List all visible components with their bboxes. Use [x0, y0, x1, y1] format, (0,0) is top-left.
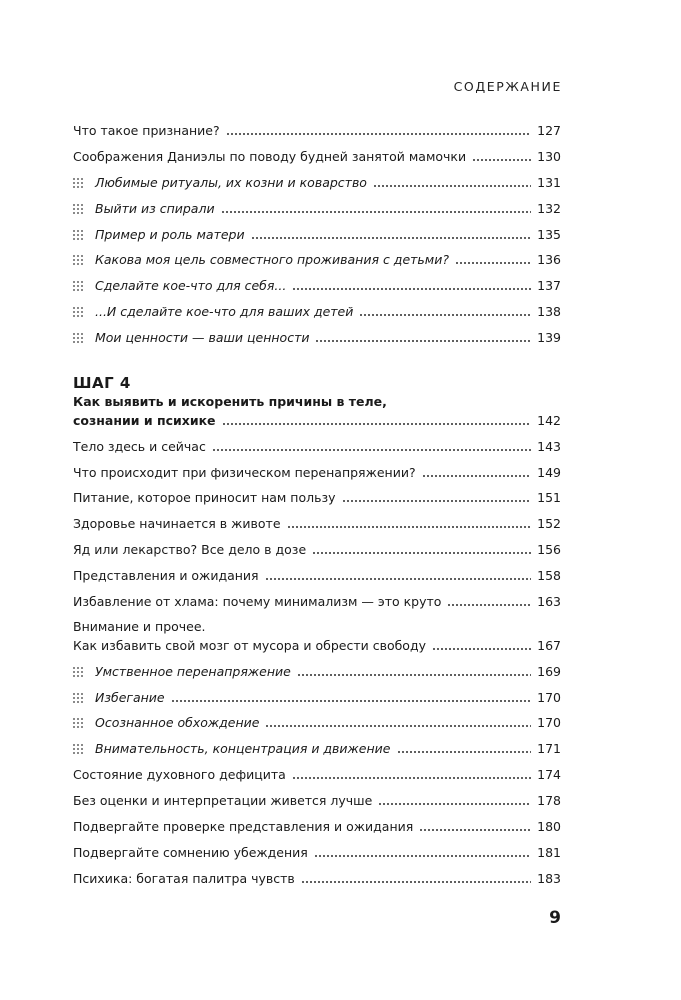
dot-leader [419, 828, 531, 832]
toc-entry-title: Избегание [95, 690, 165, 705]
toc-subentry[interactable] [73, 714, 561, 732]
toc-entry-page: 180 [537, 819, 561, 834]
toc-entry-title: Состояние духовного дефицита [73, 767, 286, 782]
toc-entry-page: 139 [537, 330, 561, 345]
toc-entry-page: 170 [537, 690, 561, 705]
dot-grid-icon [73, 204, 83, 214]
dot-leader [301, 880, 531, 884]
toc-entry-page: 174 [537, 767, 561, 782]
dot-leader [447, 603, 531, 607]
dot-leader [287, 525, 532, 529]
toc-subentry[interactable] [73, 303, 561, 321]
dot-leader [378, 802, 531, 806]
step-label: ШАГ 4 [73, 374, 131, 392]
toc-entry-page: 132 [537, 201, 561, 216]
toc-entry-page: 136 [537, 252, 561, 267]
dot-leader [472, 158, 531, 162]
toc-entry-page: 130 [537, 149, 561, 164]
dot-grid-icon [73, 307, 83, 317]
toc-entry-page: 151 [537, 490, 561, 505]
dot-leader [342, 499, 532, 503]
dot-leader [222, 422, 532, 426]
toc-entry[interactable] [73, 844, 561, 862]
toc-entry-page: 171 [537, 741, 561, 756]
dot-leader [315, 339, 531, 343]
toc-entry[interactable] [73, 489, 561, 507]
toc-entry[interactable] [73, 766, 561, 784]
toc-entry-title: Выйти из спирали [95, 201, 215, 216]
toc-subentry[interactable] [73, 740, 561, 758]
toc-entry-title: Какова моя цель совместного проживания с детьми? [95, 252, 449, 267]
toc-entry-title: Здоровье начинается в животе [73, 516, 281, 531]
dot-grid-icon [73, 178, 83, 188]
toc-subentry[interactable] [73, 226, 561, 244]
toc-entry-title: Избавление от хлама: почему минимализм — это круто [73, 594, 442, 609]
toc-entry[interactable] [73, 438, 561, 456]
toc-entry-title: Соображения Даниэлы по поводу будней занятой мамочки [73, 149, 467, 164]
toc-subentry[interactable] [73, 663, 561, 681]
toc-entry-page: 167 [537, 638, 561, 653]
toc-subentry[interactable] [73, 200, 561, 218]
toc-entry-page: 158 [537, 568, 561, 583]
toc-entry-title: Осознанное обхождение [95, 715, 260, 730]
dot-grid-icon [73, 281, 83, 291]
toc-entry-page: 156 [537, 542, 561, 557]
toc-entry-title: Без оценки и интерпретации живется лучше [73, 793, 373, 808]
toc-entry[interactable] [73, 637, 561, 655]
dot-leader [221, 210, 532, 214]
toc-entry-page: 183 [537, 871, 561, 886]
toc-entry-page: 181 [537, 845, 561, 860]
toc-entry-page: 142 [537, 413, 561, 428]
toc-entry-title: Питание, которое приносит нам пользу [73, 490, 336, 505]
toc-subentry[interactable] [73, 251, 561, 269]
dot-grid-icon [73, 255, 83, 265]
toc-entry[interactable] [73, 792, 561, 810]
toc-entry-title: Любимые ритуалы, их козни и коварство [95, 175, 367, 190]
toc-subentry[interactable] [73, 277, 561, 295]
dot-grid-icon [73, 693, 83, 703]
dot-leader [292, 776, 531, 780]
toc-entry[interactable] [73, 515, 561, 533]
dot-leader [171, 699, 532, 703]
toc-entry-title: Яд или лекарство? Все дело в дозе [73, 542, 307, 557]
toc-entry-title: Что такое признание? [73, 123, 220, 138]
dot-leader [397, 750, 532, 754]
toc-entry[interactable] [73, 464, 561, 482]
dot-leader [455, 261, 531, 265]
step-title-entry[interactable] [73, 412, 561, 430]
toc-entry[interactable] [73, 567, 561, 585]
toc-entry-title: Умственное перенапряжение [95, 664, 291, 679]
toc-entry[interactable] [73, 122, 561, 140]
toc-entry-title: Подвергайте проверке представления и ожидания [73, 819, 414, 834]
dot-leader [265, 724, 531, 728]
running-head: СОДЕРЖАНИЕ [453, 79, 562, 94]
toc-entry-page: 127 [537, 123, 561, 138]
toc-subentry[interactable] [73, 174, 561, 192]
toc-entry-title: ...И сделайте кое-что для ваших детей [95, 304, 354, 319]
toc-entry-page: 137 [537, 278, 561, 293]
toc-entry-title: Представления и ожидания [73, 568, 259, 583]
toc-entry-page: 152 [537, 516, 561, 531]
toc-entry[interactable] [73, 148, 561, 166]
toc-entry-title: Что происходит при физическом перенапряжении? [73, 465, 416, 480]
dot-leader [226, 132, 532, 136]
toc-entry[interactable] [73, 541, 561, 559]
step-title-line-1: Как выявить и искоренить причины в теле, [73, 394, 387, 409]
dot-leader [251, 236, 532, 240]
dot-leader [422, 474, 532, 478]
toc-entry-page: 138 [537, 304, 561, 319]
dot-leader [212, 448, 531, 452]
dot-leader [432, 647, 531, 651]
toc-entry-page: 163 [537, 594, 561, 609]
toc-entry-title: Как избавить свой мозг от мусора и обрести свободу [73, 638, 426, 653]
toc-subentry[interactable] [73, 689, 561, 707]
toc-entry-title-line-1: Внимание и прочее. [73, 619, 206, 634]
page-number: 9 [549, 908, 561, 928]
dot-leader [312, 551, 531, 555]
dot-grid-icon [73, 744, 83, 754]
toc-entry[interactable] [73, 593, 561, 611]
toc-entry-page: 169 [537, 664, 561, 679]
toc-entry-page: 178 [537, 793, 561, 808]
toc-entry-title: Психика: богатая палитра чувств [73, 871, 295, 886]
toc-entry[interactable] [73, 818, 561, 836]
dot-leader [265, 577, 532, 581]
dot-grid-icon [73, 230, 83, 240]
dot-leader [314, 854, 531, 858]
toc-entry-page: 149 [537, 465, 561, 480]
dot-grid-icon [73, 667, 83, 677]
dot-leader [373, 184, 531, 188]
toc-entry-page: 135 [537, 227, 561, 242]
toc-subentry[interactable] [73, 329, 561, 347]
toc-entry-title: Подвергайте сомнению убеждения [73, 845, 308, 860]
dot-leader [292, 287, 531, 291]
toc-entry-page: 143 [537, 439, 561, 454]
dot-grid-icon [73, 718, 83, 728]
toc-entry-page: 170 [537, 715, 561, 730]
toc-entry-title: Мои ценности — ваши ценности [95, 330, 310, 345]
toc-entry-title: Внимательность, концентрация и движение [95, 741, 391, 756]
toc-entry[interactable] [73, 870, 561, 888]
dot-leader [297, 673, 531, 677]
step-title-line-2: сознании и психике [73, 413, 216, 428]
toc-entry-page: 131 [537, 175, 561, 190]
dot-leader [359, 313, 531, 317]
toc-entry-title: Сделайте кое-что для себя... [95, 278, 287, 293]
toc-entry-title: Тело здесь и сейчас [73, 439, 206, 454]
dot-grid-icon [73, 333, 83, 343]
toc-entry-title: Пример и роль матери [95, 227, 245, 242]
